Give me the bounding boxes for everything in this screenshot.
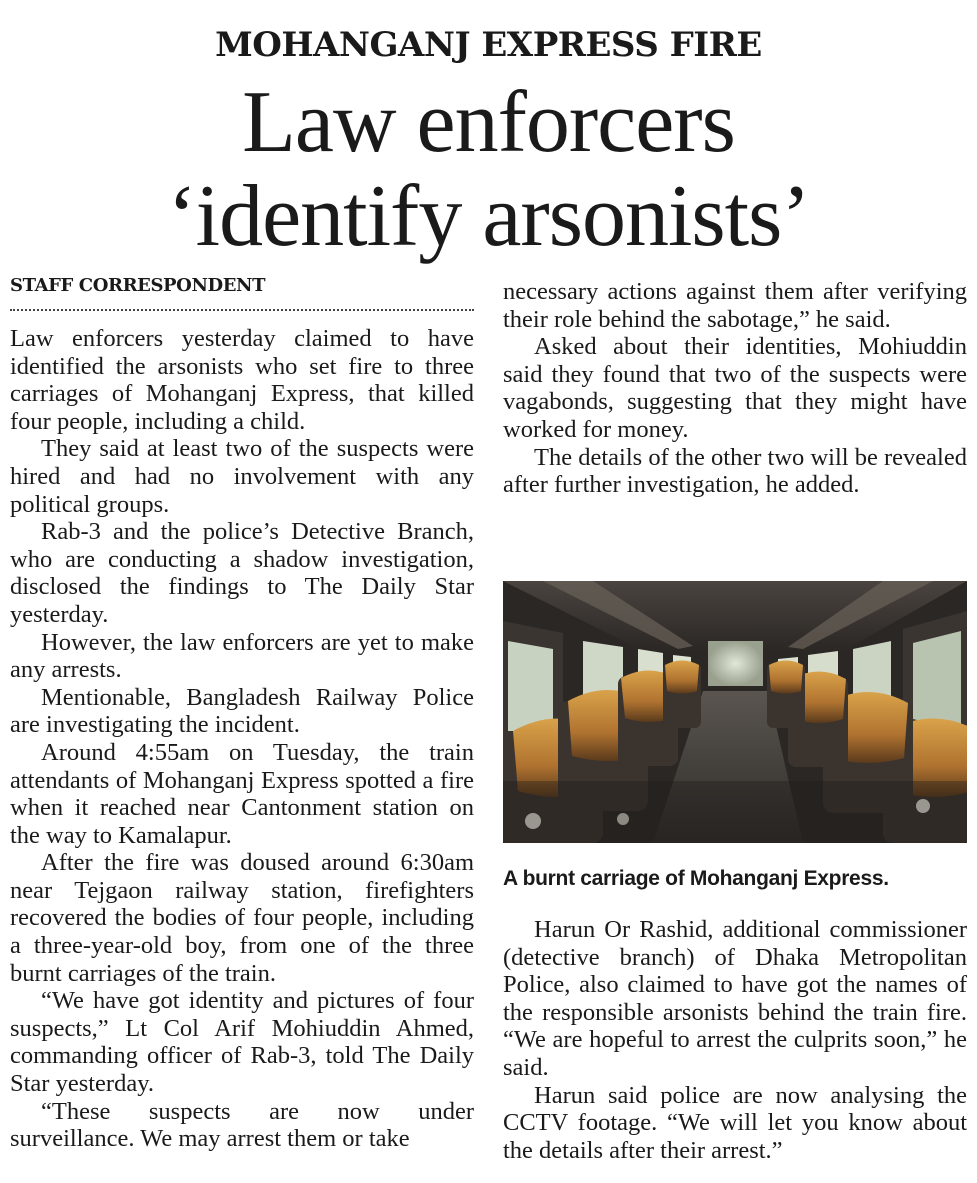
paragraph: After the fire was doused around 6:30am near Tejgaon railway station, firefighters recovered the bodies of four people, including a three-year-old boy, from one of the three burnt carriages of the train. xyxy=(10,849,474,987)
burnt-carriage-photo xyxy=(503,581,967,843)
paragraph: The details of the other two will be revealed after further investigation, he added. xyxy=(503,443,967,499)
headline-line-1: Law enforcers xyxy=(242,74,735,171)
headline-line-2: ‘identify arsonists’ xyxy=(167,168,810,265)
paragraph: Mentionable, Bangladesh Railway Police are investigating the incident. xyxy=(10,683,474,739)
photo-caption: A burnt carriage of Mohanganj Express. xyxy=(503,867,889,890)
article-column-2-bottom xyxy=(503,916,967,1164)
paragraph: Asked about their identities, Mohiuddin said they found that two of the suspects were vagabonds, suggesting that they might have worked for money. xyxy=(503,333,967,443)
paragraph: “We have got identity and pictures of four suspects,” Lt Col Arif Mohiuddin Ahmed, commanding officer of Rab-3, told The Daily Star yesterday. xyxy=(10,987,474,1098)
paragraph: Harun said police are now analysing the CCTV footage. “We will let you know about the details after their arrest.” xyxy=(503,1081,967,1164)
byline-divider xyxy=(10,309,474,311)
paragraph: They said at least two of the suspects were hired and had no involvement with any political groups. xyxy=(10,435,474,518)
article-column-2-top xyxy=(503,278,967,499)
paragraph: Law enforcers yesterday claimed to have identified the arsonists who set fire to three carriages of Mohanganj Express, that killed four people, including a child. xyxy=(10,325,474,435)
headline xyxy=(0,76,977,264)
paragraph: necessary actions against them after verifying their role behind the sabotage,” he said. xyxy=(503,278,967,333)
byline: STAFF CORRESPONDENT xyxy=(10,275,266,296)
paragraph: Rab-3 and the police’s Detective Branch, who are conducting a shadow investigation, disclosed the findings to The Daily Star yesterday. xyxy=(10,518,474,628)
section-kicker: MOHANGANJ EXPRESS FIRE xyxy=(215,25,762,65)
paragraph: However, the law enforcers are yet to make any arrests. xyxy=(10,628,474,684)
article-column-1 xyxy=(10,325,474,1153)
paragraph: “These suspects are now under surveillance. We may arrest them or take xyxy=(10,1097,474,1153)
paragraph: Harun Or Rashid, additional commissioner (detective branch) of Dhaka Metropolitan Police, also claimed to have got the names of the responsible arsonists behind the train fire. “We are hopeful to arrest the culprits soon,” he said. xyxy=(503,916,967,1081)
paragraph: Around 4:55am on Tuesday, the train attendants of Mohanganj Express spotted a fire when it reached near Cantonment station on the way to Kamalapur. xyxy=(10,738,474,849)
